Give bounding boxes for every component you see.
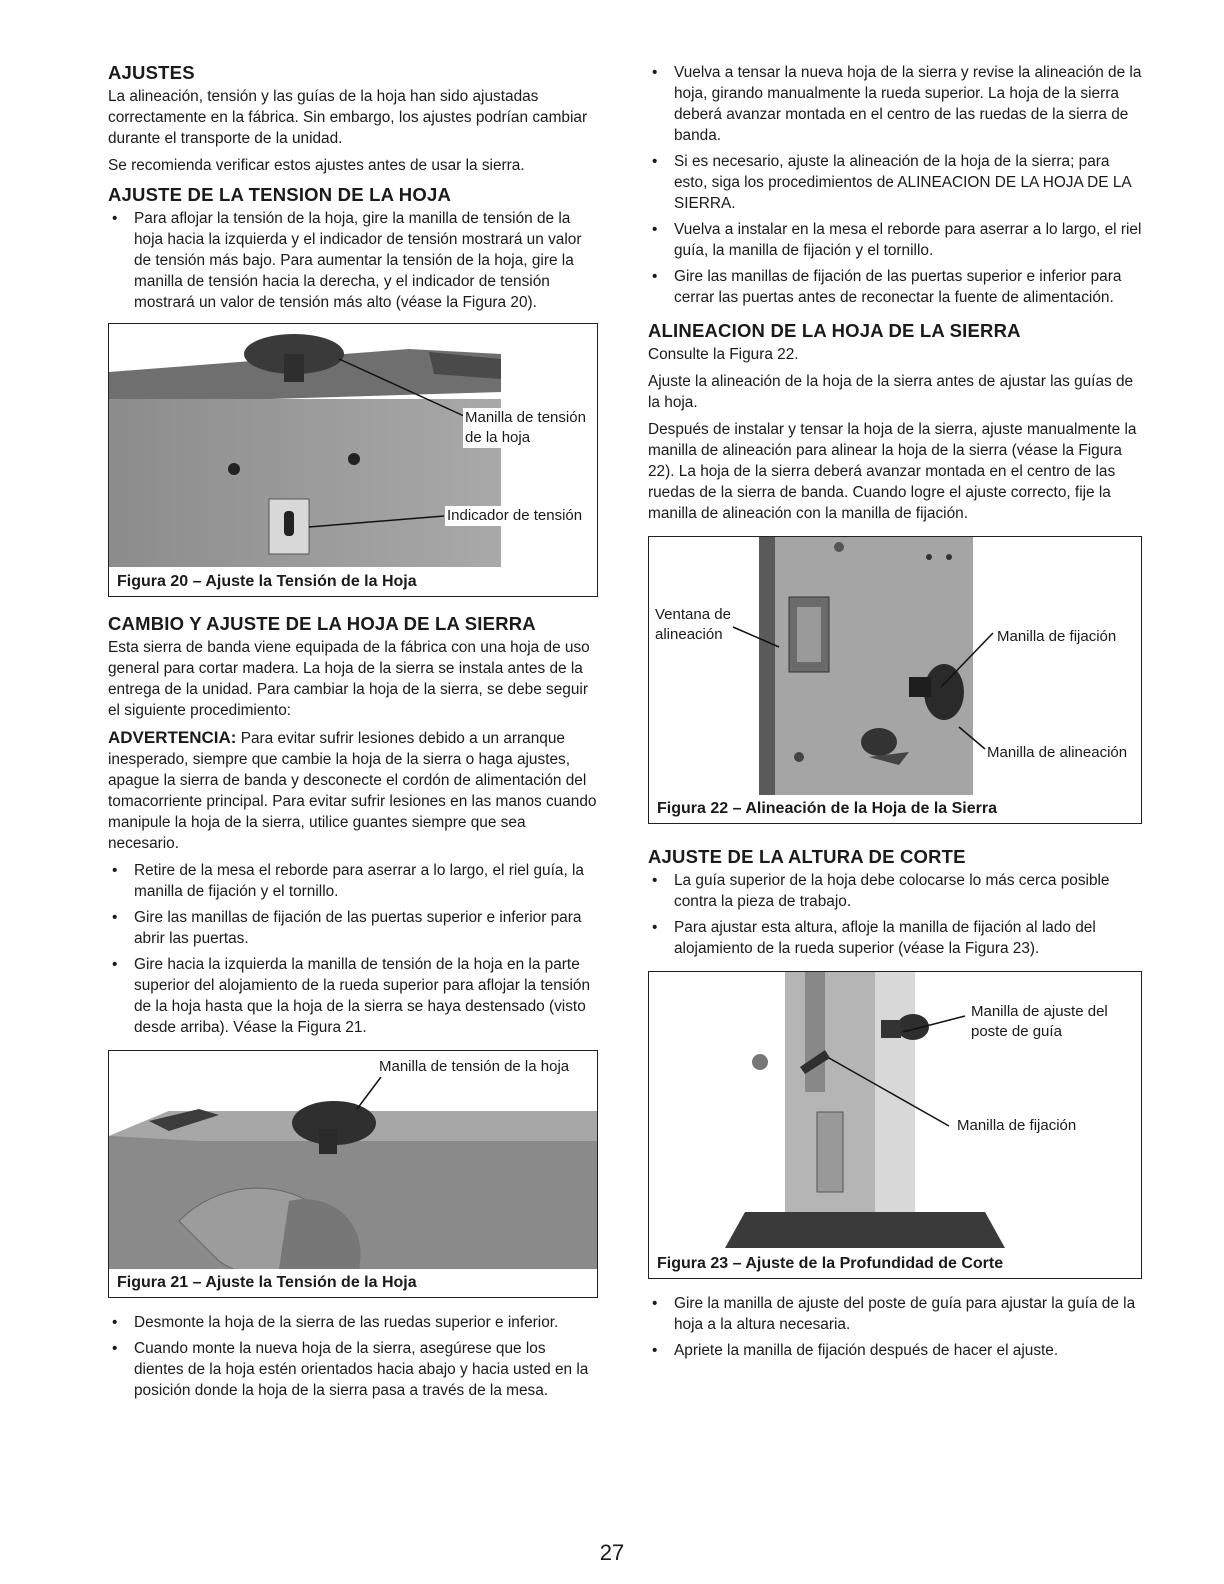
figure-21-photo xyxy=(109,1051,598,1269)
section-title-tension: AJUSTE DE LA TENSION DE LA HOJA xyxy=(108,184,452,205)
figure-22-caption: Figura 22 – Alineación de la Hoja de la Sierra xyxy=(649,795,1141,823)
right-column xyxy=(648,62,1142,1366)
bullet-list xyxy=(648,870,1142,959)
list-item: • Cuando monte la nueva hoja de la sierra, asegúrese que los dientes de la hoja estén orientados hacia abajo y hacia usted en la posición donde la hoja de la sierra pasa a través de la mesa. xyxy=(108,1338,598,1401)
list-item: • Gire las manillas de fijación de las puertas superior e inferior para abrir las puertas. xyxy=(108,907,598,949)
figure-20-caption: Figura 20 – Ajuste la Tensión de la Hoja xyxy=(109,568,597,596)
figure-23 xyxy=(648,971,1142,1279)
section-title-ajustes: AJUSTES xyxy=(108,62,195,83)
figure-23-label-lock-knob: Manilla de fijación xyxy=(957,1117,1077,1134)
warning-text: Para evitar sufrir lesiones debido a un arranque inesperado, siempre que cambie la hoja de la sierra o haga ajustes, apague la sierra de banda y desconecte el cordón de alimentación del tomacorriente principal. Para evitar sufrir lesiones en las manos cuando manipule la hoja de la sierra, utilice guantes siempre que sea necesario. xyxy=(108,730,597,852)
list-item: • Desmonte la hoja de la sierra de las ruedas superior e inferior. xyxy=(108,1312,598,1333)
figure-23-callout-lines xyxy=(649,972,1142,1248)
list-item: • Para ajustar esta altura, afloje la manilla de fijación al lado del alojamiento de la rueda superior (véase la Figura 23). xyxy=(648,917,1142,959)
figure-23-caption: Figura 23 – Ajuste de la Profundidad de Corte xyxy=(649,1250,1141,1278)
section-title-alineacion: ALINEACION DE LA HOJA DE LA SIERRA xyxy=(648,320,1021,341)
paragraph: Esta sierra de banda viene equipada de la fábrica con una hoja de uso general para cortar madera. La hoja de la sierra se instala antes de la entrega de la unidad. Para cambiar la hoja de la sierra, se debe seguir el siguiente procedimiento: xyxy=(108,639,590,719)
figure-23-label-guide-post-knob: Manilla de ajuste del poste de guía xyxy=(969,1002,1113,1042)
bullet-list xyxy=(108,1312,598,1401)
figure-21-label-tension-knob: Manilla de tensión de la hoja xyxy=(379,1058,570,1075)
list-item: • Vuelva a instalar en la mesa el reborde para aserrar a lo largo, el riel guía, la manilla de fijación y el tornillo. xyxy=(648,219,1142,261)
paragraph: La alineación, tensión y las guías de la hoja han sido ajustadas correctamente en la fábrica. Sin embargo, los ajustes podrían cambiar durante el transporte de la unidad. xyxy=(108,88,588,147)
figure-21 xyxy=(108,1050,598,1298)
list-item: • Gire hacia la izquierda la manilla de tensión de la hoja en la parte superior del alojamiento de la rueda superior para aflojar la tensión de la hoja hasta que la hoja de la sierra se haya destensado (visto desde arriba). Véase la Figura 21. xyxy=(108,954,598,1038)
page-number: 27 xyxy=(599,1540,625,1565)
bullet-list xyxy=(108,860,598,1038)
list-item: • La guía superior de la hoja debe colocarse lo más cerca posible contra la pieza de trabajo. xyxy=(648,870,1142,912)
section-title-cambio: CAMBIO Y AJUSTE DE LA HOJA DE LA SIERRA xyxy=(108,613,536,634)
paragraph: Consulte la Figura 22. xyxy=(648,346,799,363)
list-item: • Para aflojar la tensión de la hoja, gire la manilla de tensión de la hoja hacia la izquierda y el indicador de tensión mostrará un valor de tensión más bajo. Para aumentar la tensión de la hoja, gire la manilla de tensión hacia la derecha, y el indicador de tensión mostrará un valor de tensión más alto (véase la Figura 20). xyxy=(108,208,598,313)
figure-22-label-alignment-window: Ventana de alineación xyxy=(653,605,747,645)
figure-22-callout-lines xyxy=(649,537,1142,795)
figure-20-label-tension-indicator: Indicador de tensión xyxy=(447,507,583,524)
paragraph: Se recomienda verificar estos ajustes antes de usar la sierra. xyxy=(108,157,525,174)
bullet-list xyxy=(648,62,1142,308)
bullet-list xyxy=(648,1293,1142,1361)
paragraph: Después de instalar y tensar la hoja de la sierra, ajuste manualmente la manilla de alineación para alinear la hoja de la sierra (véase la Figura 22). La hoja de la sierra deberá avanzar montada en el centro de las ruedas de la sierra de banda. Cuando logre el ajuste correcto, fije la manilla de alineación con la manilla de fijación. xyxy=(648,421,1137,522)
figure-22-label-lock-knob: Manilla de fijación xyxy=(997,628,1117,645)
figure-21-caption: Figura 21 – Ajuste la Tensión de la Hoja xyxy=(109,1269,597,1297)
list-item: • Gire las manillas de fijación de las puertas superior e inferior para cerrar las puertas antes de reconectar la fuente de alimentación. xyxy=(648,266,1142,308)
section-title-altura: AJUSTE DE LA ALTURA DE CORTE xyxy=(648,846,966,867)
figure-20-photo xyxy=(109,324,501,567)
list-item: • Vuelva a tensar la nueva hoja de la sierra y revise la alineación de la hoja, girando manualmente la rueda superior. La hoja de la sierra deberá avanzar montada en el centro de las ruedas de la sierra de banda. xyxy=(648,62,1142,146)
list-item: • Gire la manilla de ajuste del poste de guía para ajustar la guía de la hoja a la altura necesaria. xyxy=(648,1293,1142,1335)
warning-label: ADVERTENCIA: xyxy=(108,728,237,747)
left-column xyxy=(108,62,598,1406)
list-item: • Apriete la manilla de fijación después de hacer el ajuste. xyxy=(648,1340,1142,1361)
list-item: • Retire de la mesa el reborde para aserrar a lo largo, el riel guía, la manilla de fijación y el tornillo. xyxy=(108,860,598,902)
warning-paragraph xyxy=(108,727,598,854)
figure-20 xyxy=(108,323,598,597)
bullet-list xyxy=(108,208,598,313)
figure-20-label-tension-knob: Manilla de tensión de la hoja xyxy=(463,408,598,448)
figure-22-label-alignment-knob: Manilla de alineación xyxy=(987,744,1128,761)
paragraph: Ajuste la alineación de la hoja de la sierra antes de ajustar las guías de la hoja. xyxy=(648,373,1134,411)
figure-22 xyxy=(648,536,1142,824)
list-item: • Si es necesario, ajuste la alineación de la hoja de la sierra; para esto, siga los procedimientos de ALINEACION DE LA HOJA DE LA SIERRA. xyxy=(648,151,1142,214)
